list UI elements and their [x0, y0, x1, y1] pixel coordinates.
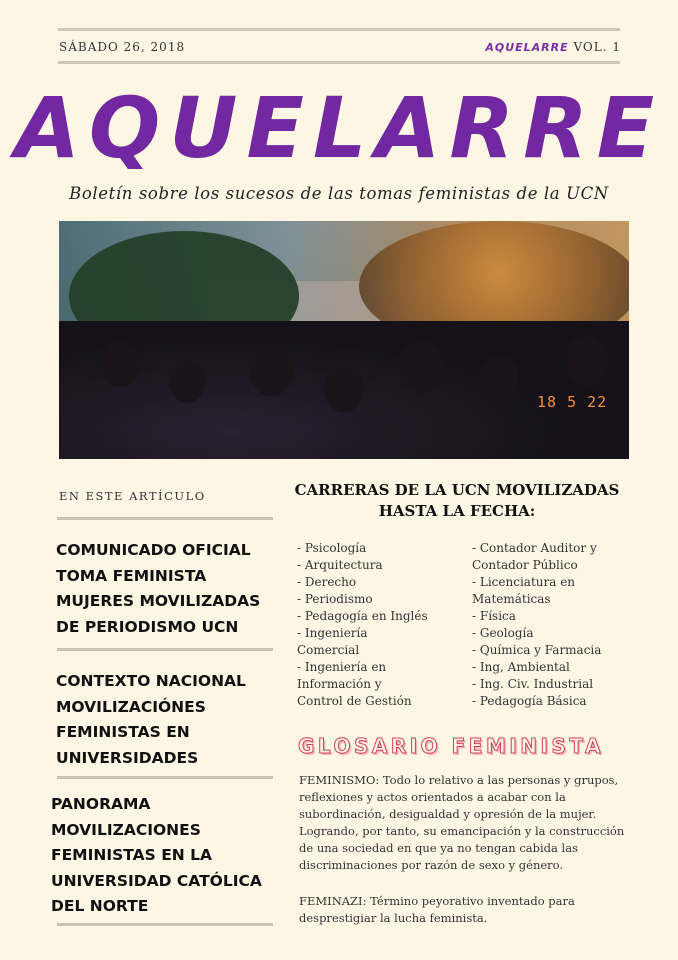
- career-item: - Física: [472, 609, 516, 623]
- article-separator: [57, 517, 273, 520]
- glossary-line: subordinación, desigualdad y opresión de la mujer.: [299, 807, 597, 821]
- careers-heading-line: HASTA LA FECHA:: [378, 502, 536, 520]
- story-title-line: TOMA FEMINISTA: [56, 566, 207, 585]
- career-item: - Química y Farmacia: [472, 643, 602, 657]
- glossary-line: FEMINAZI: Término peyorativo inventado para: [299, 894, 575, 908]
- story-title-line: UNIVERSIDAD CATÓLICA: [51, 871, 262, 890]
- story-title-line: FEMINISTAS EN: [56, 723, 190, 741]
- glossary-feminazi: [299, 893, 639, 927]
- photo-figure: [169, 361, 205, 403]
- career-item: Matemáticas: [472, 592, 551, 606]
- issue-volume: [485, 40, 621, 54]
- career-item: Información y: [297, 677, 382, 691]
- glossary-line: FEMINISMO: Todo lo relativo a las personas y grupos,: [299, 773, 619, 787]
- career-item: - Ing. Civ. Industrial: [472, 677, 594, 691]
- story-title-line: DEL NORTE: [51, 897, 149, 915]
- careers-list-right: [472, 540, 640, 710]
- career-item: - Ingeniería en: [297, 660, 387, 674]
- story-title-line: MOVILIZACIÓNES: [56, 697, 206, 716]
- story-title-line: CONTEXTO NACIONAL: [56, 672, 246, 690]
- career-item: - Periodismo: [297, 592, 373, 606]
- career-item: - Geología: [472, 626, 534, 640]
- in-this-article-label: EN ESTE ARTÍCULO: [59, 489, 206, 503]
- issue-date: SÁBADO 26, 2018: [59, 40, 186, 54]
- glossary-line: desprestigiar la lucha feminista.: [299, 911, 488, 925]
- story-title-line: FEMINISTAS EN LA: [51, 846, 213, 864]
- careers-list-left: [297, 540, 465, 710]
- protest-photo: [59, 221, 629, 459]
- header-rule-top: [58, 28, 620, 31]
- glossary-line: discriminaciones por razón de sexo y género.: [299, 858, 564, 872]
- career-item: Control de Gestión: [297, 694, 412, 708]
- header-rule-bottom: [58, 61, 620, 64]
- glossary-feminismo: [299, 772, 639, 874]
- career-item: - Pedagogía Básica: [472, 694, 587, 708]
- story-title-line: COMUNICADO OFICIAL: [56, 541, 251, 559]
- story-title-line: MOVILIZACIONES: [51, 820, 201, 839]
- volume-number: VOL. 1: [573, 40, 621, 54]
- article-separator: [57, 923, 273, 926]
- photo-figure: [399, 341, 445, 393]
- glossary-heading: GLOSARIO FEMINISTA: [298, 734, 604, 758]
- photo-figure: [479, 356, 519, 402]
- career-item: Contador Público: [472, 558, 578, 572]
- career-item: - Psicología: [297, 541, 367, 555]
- career-item: - Ing, Ambiental: [472, 660, 570, 674]
- careers-heading: [292, 480, 622, 522]
- career-item: Comercial: [297, 643, 360, 657]
- glossary-line: reflexiones y actos orientados a acabar con la: [299, 790, 566, 804]
- photo-figure: [99, 341, 139, 387]
- career-item: - Ingeniería: [297, 626, 368, 640]
- story-link-contexto[interactable]: [56, 669, 278, 771]
- careers-heading-line: CARRERAS DE LA UCN MOVILIZADAS: [294, 481, 620, 499]
- article-separator: [57, 776, 273, 779]
- header-brand: AQUELARRE: [485, 41, 569, 54]
- story-title-line: PANORAMA: [51, 795, 151, 813]
- career-item: - Pedagogía en Inglés: [297, 609, 428, 623]
- story-title-line: UNIVERSIDADES: [56, 748, 199, 767]
- glossary-line: Logrando, por tanto, su emancipación y la construcción: [299, 824, 625, 838]
- photo-figure: [249, 346, 293, 396]
- photo-figure: [564, 336, 608, 386]
- glossary-line: de una sociedad en que ya no tengan cabida las: [299, 841, 578, 855]
- article-separator: [57, 648, 273, 651]
- story-title-line: MUJERES MOVILIZADAS: [56, 592, 261, 610]
- masthead-title: AQUELARRE: [14, 79, 664, 177]
- story-title-line: DE PERIODISMO UCN: [56, 617, 239, 636]
- photo-date-stamp: 18 5 22: [537, 393, 608, 411]
- story-link-comunicado[interactable]: [56, 538, 278, 640]
- career-item: - Derecho: [297, 575, 357, 589]
- story-link-panorama[interactable]: [51, 792, 273, 920]
- career-item: - Arquitectura: [297, 558, 383, 572]
- subtitle: Boletín sobre los sucesos de las tomas feministas de la UCN: [69, 184, 609, 203]
- career-item: - Contador Auditor y: [472, 541, 597, 555]
- career-item: - Licenciatura en: [472, 575, 576, 589]
- photo-figure: [324, 366, 364, 412]
